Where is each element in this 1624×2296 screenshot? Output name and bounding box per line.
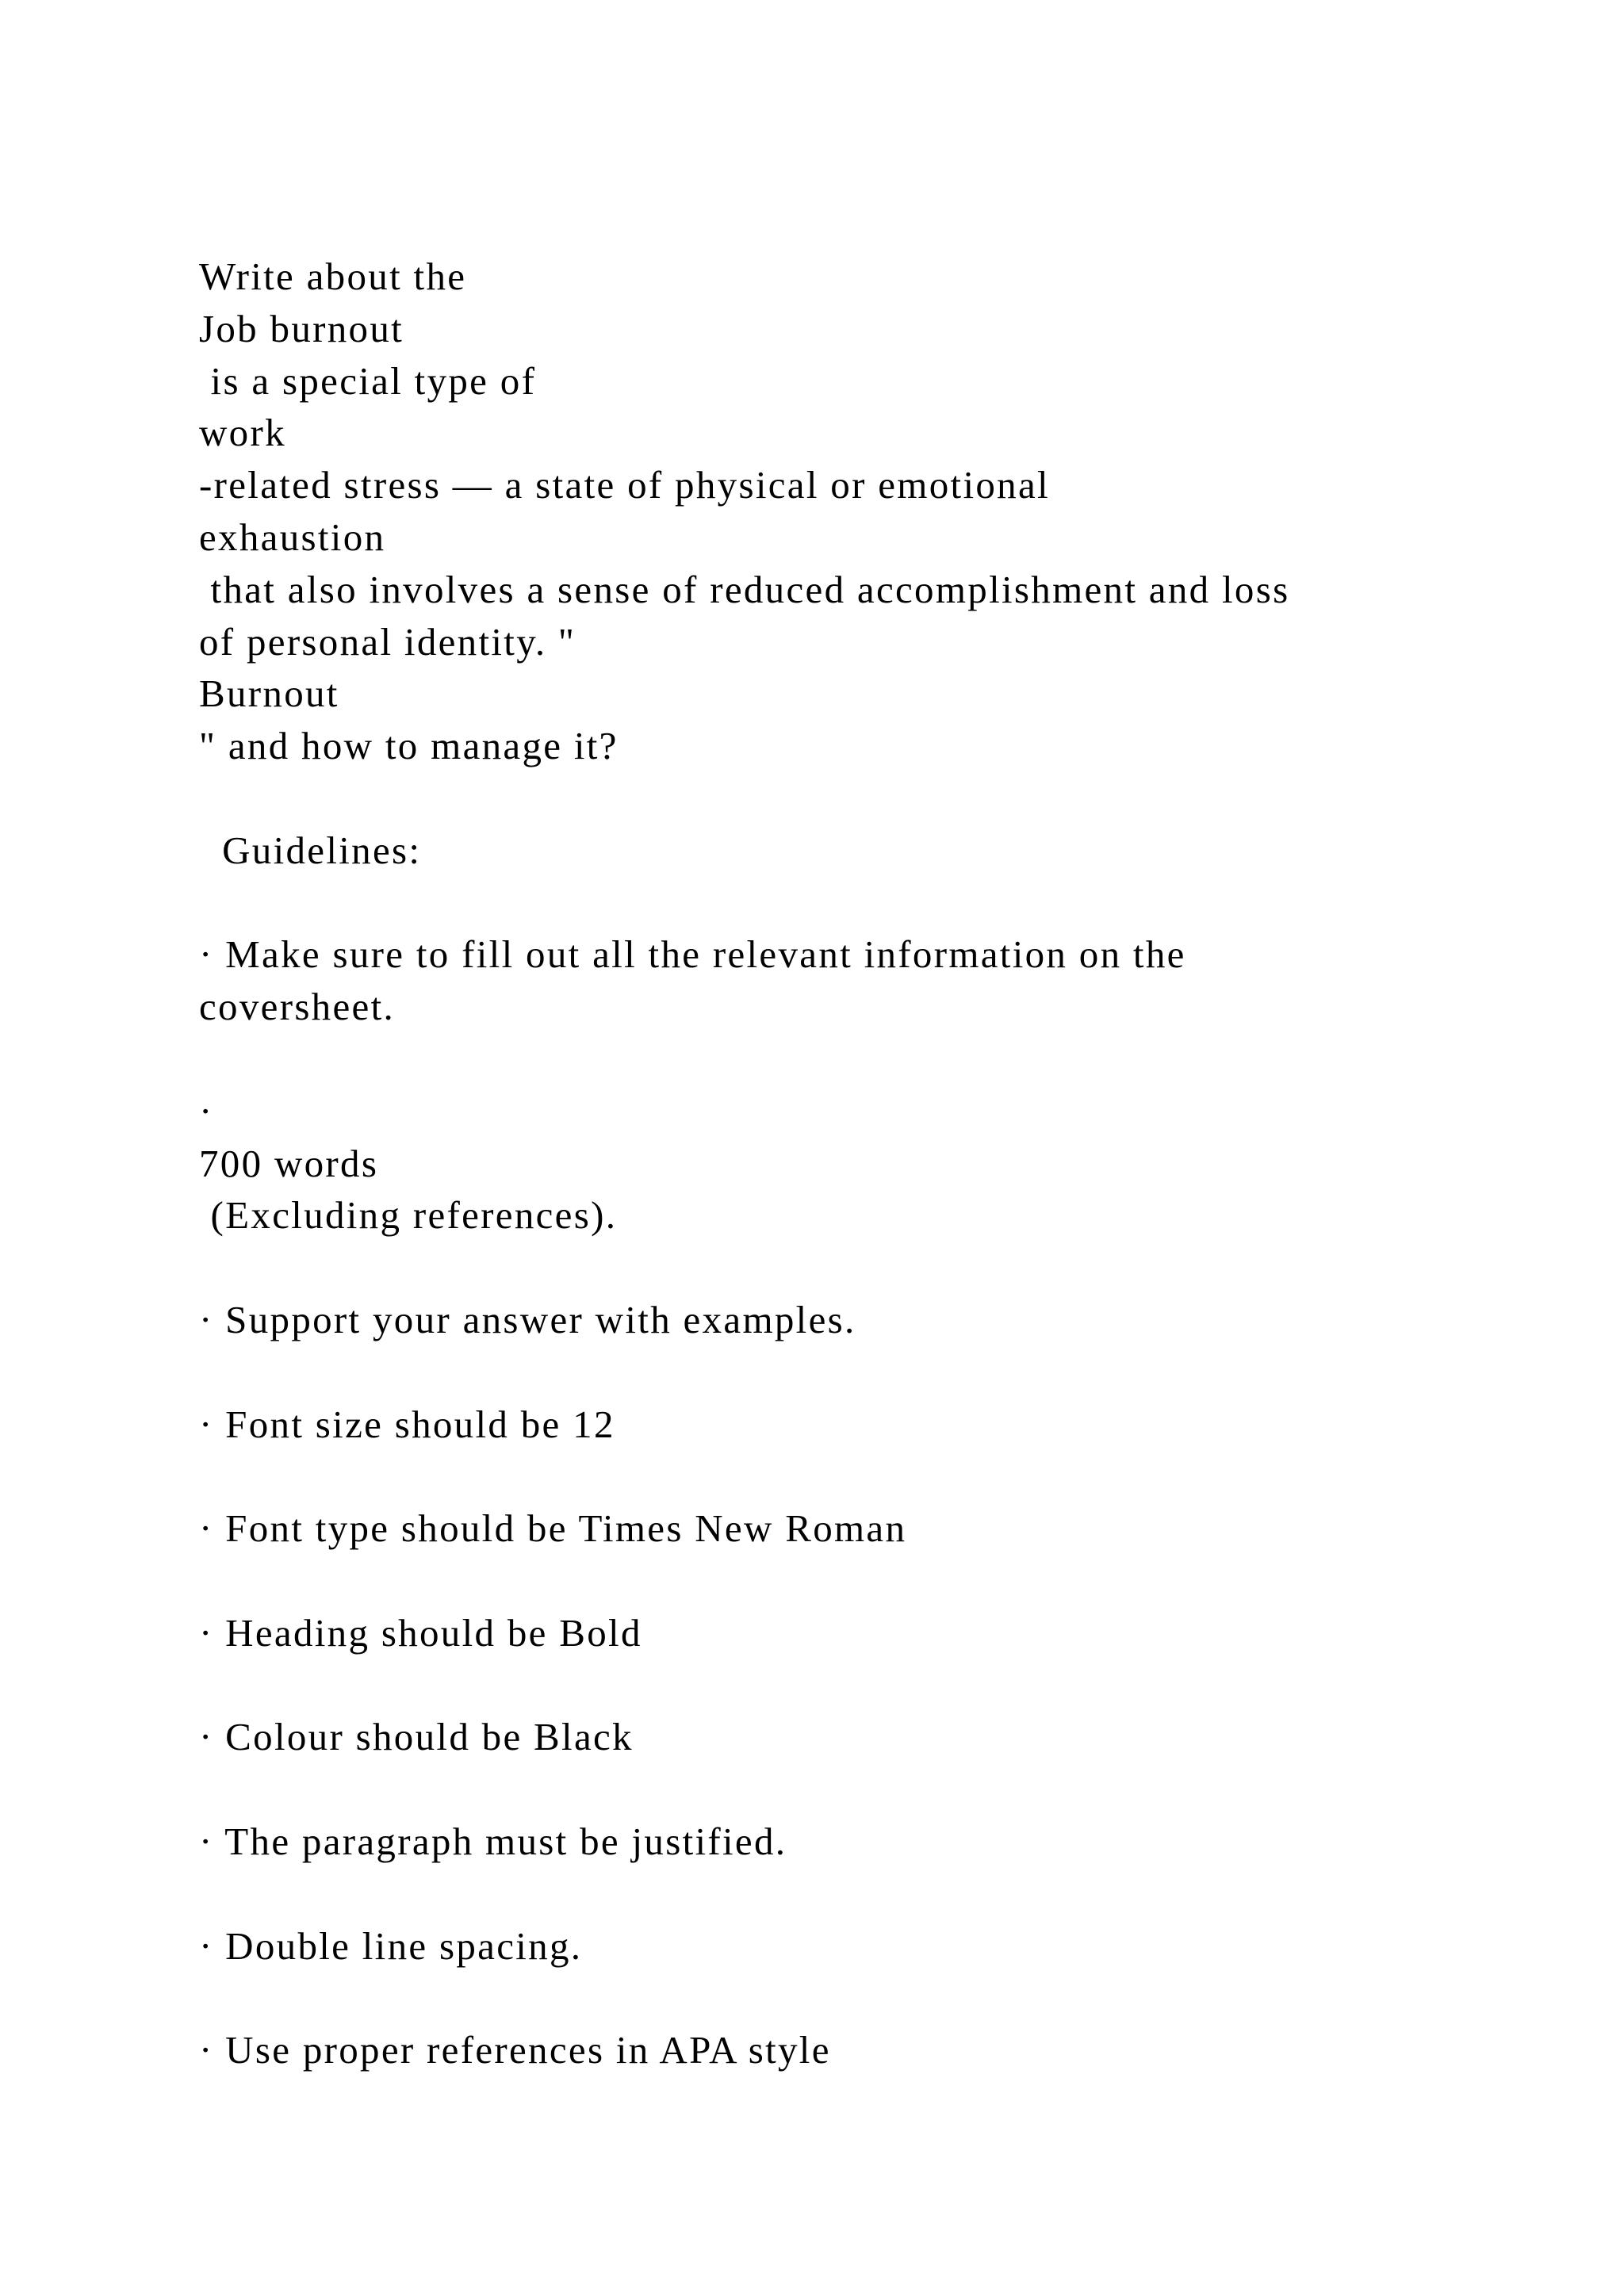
prompt-line: " and how to manage it?: [199, 724, 619, 768]
prompt-line: of personal identity. ": [199, 619, 576, 664]
guideline-coversheet-cont: coversheet.: [199, 985, 396, 1029]
word-count: 700 words: [199, 1141, 379, 1185]
guideline-item: · Double line spacing.: [199, 1923, 583, 1968]
prompt-line: -related stress — a state of physical or emotional: [199, 463, 1050, 507]
prompt-line: work: [199, 411, 286, 455]
prompt-line: Job burnout: [199, 306, 404, 350]
guideline-item: · Colour should be Black: [199, 1715, 634, 1759]
spacer: [199, 1868, 1484, 1920]
spacer: [199, 1972, 1484, 2024]
spacer: [199, 1033, 1484, 1085]
guidelines-heading: Guidelines:: [199, 828, 422, 872]
spacer: [199, 1659, 1484, 1712]
prompt-line: Burnout: [199, 672, 339, 716]
prompt-line: Write about the: [199, 254, 467, 298]
guideline-item: · Heading should be Bold: [199, 1610, 642, 1655]
spacer: [199, 1763, 1484, 1816]
spacer: [199, 877, 1484, 929]
guideline-item: · Font type should be Times New Roman: [199, 1506, 907, 1551]
spacer: [199, 1555, 1484, 1607]
prompt-line: is a special type of: [199, 358, 537, 403]
prompt-line: that also involves a sense of reduced accomplishment and loss: [199, 567, 1290, 611]
prompt-line: exhaustion: [199, 515, 386, 559]
guideline-item: · Use proper references in APA style: [199, 2028, 831, 2072]
spacer: [199, 1242, 1484, 1294]
guideline-item: · The paragraph must be justified.: [199, 1819, 787, 1863]
document-body: [199, 251, 1484, 2076]
guideline-coversheet: · Make sure to fill out all the relevant information on the: [199, 932, 1186, 977]
word-count-note: (Excluding references).: [199, 1193, 618, 1238]
word-count-bullet: ·: [199, 1089, 214, 1133]
guideline-item: · Support your answer with examples.: [199, 1297, 856, 1341]
spacer: [199, 1346, 1484, 1399]
spacer: [199, 1450, 1484, 1502]
spacer: [199, 772, 1484, 825]
guideline-item: · Font size should be 12: [199, 1402, 615, 1446]
